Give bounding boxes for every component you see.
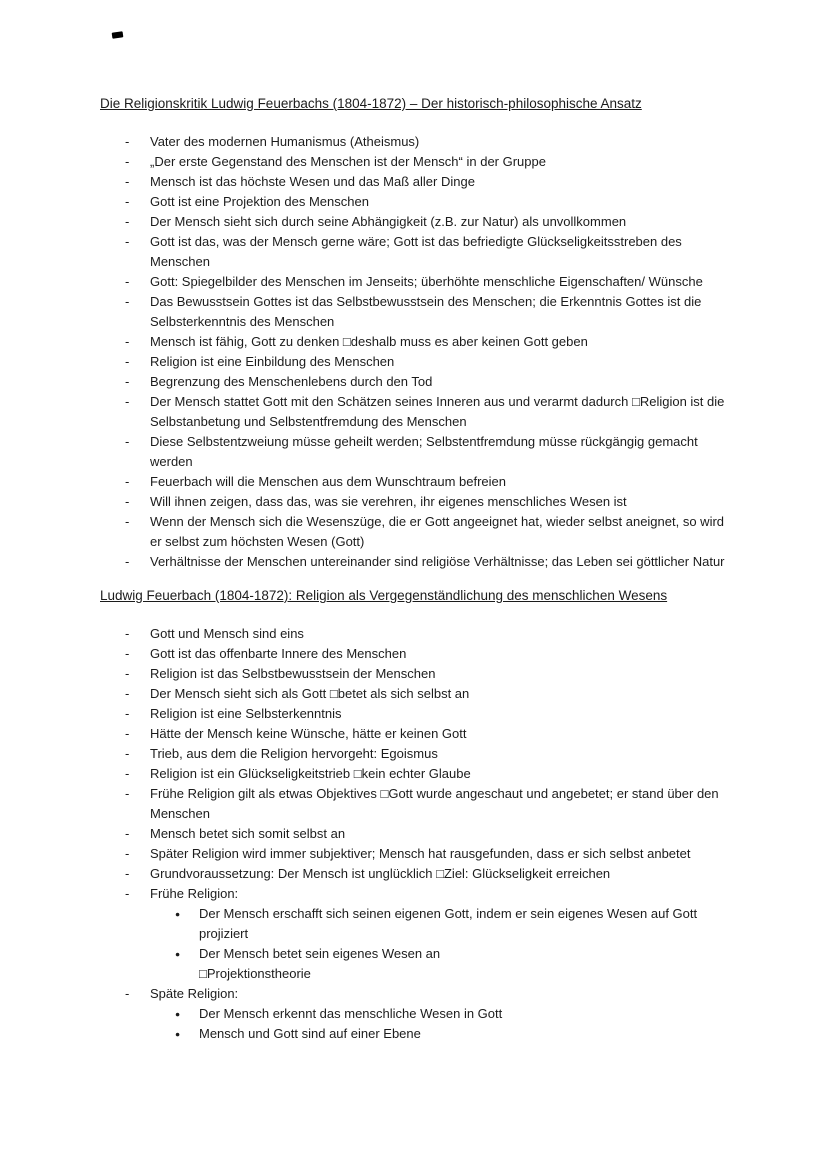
list-item-text: Religion ist eine Selbsterkenntnis <box>150 706 342 721</box>
dash-marker: - <box>125 666 130 681</box>
dash-marker: - <box>125 234 130 249</box>
list-item <box>125 292 726 332</box>
dash-marker: - <box>125 374 130 389</box>
list-item-text: Der Mensch sieht sich als Gott □betet als sich selbst an <box>150 686 470 701</box>
list-item-text: Religion ist eine Einbildung des Menschen <box>150 354 395 369</box>
list-item-text: Vater des modernen Humanismus (Atheismus) <box>150 134 420 149</box>
dash-marker: - <box>125 354 130 369</box>
list-item-text: Das Bewusstsein Gottes ist das Selbstbewusstsein des Menschen; die Erkenntnis Gottes ist die Selbsterkenntnis des Menschen <box>150 294 702 329</box>
list-item <box>125 192 726 212</box>
list-item-text: Gott: Spiegelbilder des Menschen im Jenseits; überhöhte menschliche Eigenschaften/ Wünsche <box>150 274 703 289</box>
sub-list-item <box>125 944 726 964</box>
list-item <box>125 884 726 904</box>
list-item-text: Mensch betet sich somit selbst an <box>150 826 346 841</box>
bullet-list <box>100 624 726 1044</box>
list-item <box>125 644 726 664</box>
dash-marker: - <box>125 514 130 529</box>
list-item-text: Gott ist das, was der Mensch gerne wäre; Gott ist das befriedigte Glückseligkeitsstreben des Menschen <box>150 234 682 269</box>
list-item <box>125 352 726 372</box>
list-item-text: Feuerbach will die Menschen aus dem Wunschtraum befreien <box>150 474 506 489</box>
list-item <box>125 272 726 292</box>
list-item-text: Begrenzung des Menschenlebens durch den Tod <box>150 374 433 389</box>
list-item <box>125 824 726 844</box>
list-item-text: Mensch ist fähig, Gott zu denken □deshalb muss es aber keinen Gott geben <box>150 334 588 349</box>
dash-marker: - <box>125 726 130 741</box>
section <box>100 586 726 1044</box>
dash-marker: - <box>125 154 130 169</box>
list-item-text: Gott ist eine Projektion des Menschen <box>150 194 369 209</box>
section-heading: Die Religionskritik Ludwig Feuerbachs (1804-1872) – Der historisch-philosophische Ansatz <box>100 96 642 111</box>
list-item-text: Diese Selbstentzweiung müsse geheilt werden; Selbstentfremdung müsse rückgängig gemacht werden <box>150 434 698 469</box>
list-item <box>125 472 726 492</box>
list-item-text: Trieb, aus dem die Religion hervorgeht: Egoismus <box>150 746 438 761</box>
dash-marker: - <box>125 826 130 841</box>
bullet-marker: ● <box>175 1029 181 1039</box>
list-item <box>125 684 726 704</box>
list-item-text: Will ihnen zeigen, dass das, was sie verehren, ihr eigenes menschliches Wesen ist <box>150 494 627 509</box>
dash-marker: - <box>125 394 130 409</box>
dash-marker: - <box>125 474 130 489</box>
list-item-text: Der Mensch sieht sich durch seine Abhängigkeit (z.B. zur Natur) als unvollkommen <box>150 214 627 229</box>
list-item <box>125 864 726 884</box>
list-item <box>125 704 726 724</box>
list-item <box>125 724 726 744</box>
list-item <box>125 984 726 1004</box>
dash-marker: - <box>125 886 130 901</box>
section-heading: Ludwig Feuerbach (1804-1872): Religion als Vergegenständlichung des menschlichen Wesens <box>100 588 668 603</box>
list-item <box>125 432 726 472</box>
list-item-text: Mensch ist das höchste Wesen und das Maß aller Dinge <box>150 174 475 189</box>
list-item-text: Frühe Religion: <box>150 886 239 901</box>
dash-marker: - <box>125 174 130 189</box>
list-item <box>125 744 726 764</box>
dash-marker: - <box>125 214 130 229</box>
bullet-marker: ● <box>175 909 181 919</box>
dash-marker: - <box>125 334 130 349</box>
list-item-text: Wenn der Mensch sich die Wesenszüge, die er Gott angeeignet hat, wieder selbst aneignet, so wird er selbst zum höchsten Wesen (Gott) <box>150 514 725 549</box>
dash-marker: - <box>125 134 130 149</box>
list-item <box>125 512 726 552</box>
list-item <box>125 624 726 644</box>
dash-marker: - <box>125 986 130 1001</box>
dash-marker: - <box>125 766 130 781</box>
bullet-list <box>100 132 726 572</box>
sub-list-item-text: Der Mensch erkennt das menschliche Wesen in Gott <box>199 1006 503 1021</box>
dash-marker: - <box>125 626 130 641</box>
dash-marker: - <box>125 646 130 661</box>
dash-marker: - <box>125 494 130 509</box>
list-item-text: Später Religion wird immer subjektiver; Mensch hat rausgefunden, dass er sich selbst anbetet <box>150 846 691 861</box>
sub-list-item-text: □Projektionstheorie <box>199 966 311 981</box>
dash-marker: - <box>125 434 130 449</box>
dash-marker: - <box>125 554 130 569</box>
list-item <box>125 232 726 272</box>
sub-list-item <box>125 1024 726 1044</box>
sub-list-item-text: Der Mensch erschafft sich seinen eigenen Gott, indem er sein eigenes Wesen auf Gott projiziert <box>199 906 698 941</box>
sub-list-item-text: Der Mensch betet sein eigenes Wesen an <box>199 946 441 961</box>
list-item <box>125 212 726 232</box>
bullet-marker: ● <box>175 949 181 959</box>
dash-marker: - <box>125 294 130 309</box>
list-item <box>125 764 726 784</box>
list-item <box>125 172 726 192</box>
dash-marker: - <box>125 274 130 289</box>
list-item-text: „Der erste Gegenstand des Menschen ist der Mensch“ in der Gruppe <box>150 154 546 169</box>
bullet-marker: ● <box>175 1009 181 1019</box>
dash-marker: - <box>125 706 130 721</box>
list-item <box>125 664 726 684</box>
sub-list-item <box>125 1004 726 1024</box>
dash-marker: - <box>125 786 130 801</box>
list-item-text: Der Mensch stattet Gott mit den Schätzen seines Inneren aus und verarmt dadurch □Religion ist die Selbstanbetung und Selbstentfremdung des Menschen <box>150 394 725 429</box>
list-item-text: Religion ist ein Glückseligkeitstrieb □kein echter Glaube <box>150 766 471 781</box>
list-item-text: Grundvoraussetzung: Der Mensch ist unglücklich □Ziel: Glückseligkeit erreichen <box>150 866 611 881</box>
list-item-text: Religion ist das Selbstbewusstsein der Menschen <box>150 666 436 681</box>
list-item <box>125 784 726 824</box>
section <box>100 94 726 572</box>
list-item <box>125 492 726 512</box>
list-item <box>125 332 726 352</box>
dash-marker: - <box>125 194 130 209</box>
list-item-text: Gott und Mensch sind eins <box>150 626 304 641</box>
list-item-text: Gott ist das offenbarte Innere des Menschen <box>150 646 407 661</box>
ink-mark <box>112 31 124 38</box>
list-item-text: Hätte der Mensch keine Wünsche, hätte er keinen Gott <box>150 726 467 741</box>
sub-list-item <box>125 904 726 944</box>
list-item <box>125 552 726 572</box>
sub-list-item <box>125 964 726 984</box>
sub-list-item-text: Mensch und Gott sind auf einer Ebene <box>199 1026 421 1041</box>
dash-marker: - <box>125 746 130 761</box>
dash-marker: - <box>125 846 130 861</box>
list-item-text: Verhältnisse der Menschen untereinander sind religiöse Verhältnisse; das Leben sei göttlicher Natur <box>150 554 725 569</box>
list-item <box>125 844 726 864</box>
list-item <box>125 372 726 392</box>
list-item <box>125 392 726 432</box>
list-item <box>125 152 726 172</box>
list-item <box>125 132 726 152</box>
document-body <box>100 94 726 1044</box>
list-item-text: Frühe Religion gilt als etwas Objektives □Gott wurde angeschaut und angebetet; er stand über den Menschen <box>150 786 719 821</box>
list-item-text: Späte Religion: <box>150 986 239 1001</box>
dash-marker: - <box>125 866 130 881</box>
dash-marker: - <box>125 686 130 701</box>
